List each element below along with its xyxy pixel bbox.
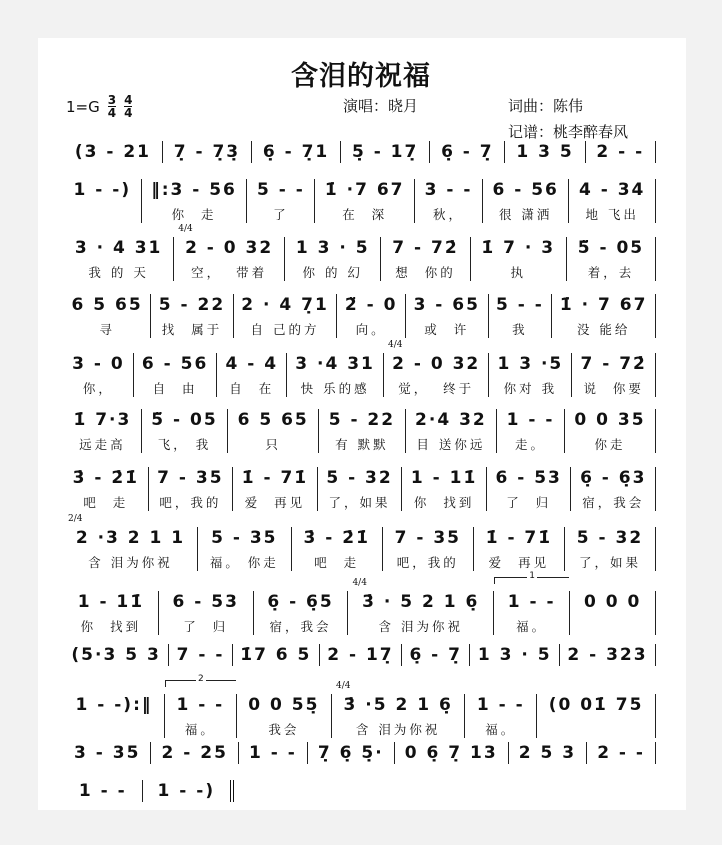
measure (198, 527, 292, 571)
measure-notes: 1 - - (176, 695, 225, 715)
measure (489, 294, 553, 338)
measure-notes: 1̇ ·7 67 (324, 180, 405, 200)
measure-lyrics: 你对 我 (503, 381, 558, 396)
measure (465, 694, 537, 738)
score-line (64, 742, 656, 764)
measure-lyrics: 含 泪为你祝 (355, 722, 441, 737)
measure (567, 237, 656, 281)
measure-lyrics: 自 己的方 (250, 322, 320, 337)
measure-lyrics: 没 能给 (576, 322, 631, 337)
measure-lyrics: 吧 走 (83, 495, 129, 510)
measure (470, 644, 560, 666)
measure (64, 780, 143, 802)
measure-notes: (0 01̇ 75 (548, 695, 644, 715)
measure-notes: 5 - 32 (576, 528, 644, 548)
measure-notes: 5̈ - 05 (151, 410, 218, 430)
measure-notes: 1 3 5 (516, 142, 574, 162)
measure-notes: 3̇ ·5 2 1 6̣ (343, 695, 453, 715)
measure (228, 409, 319, 453)
measure-notes: 5 - 22 (328, 410, 396, 430)
measure-lyrics: 我会 (268, 722, 300, 737)
measure-notes: 2·4 32 (415, 410, 487, 430)
score-line (64, 179, 656, 223)
score-line (64, 294, 656, 338)
score-line (64, 514, 656, 571)
measure-notes: 2 - 0 32 (392, 354, 481, 374)
measure (64, 644, 169, 666)
measure-notes: 1 - - (476, 695, 525, 715)
measure (174, 224, 285, 281)
measure-notes: 1̇ - 71̇ (241, 468, 309, 488)
measure-lyrics: 含 泪为你祝 (378, 619, 463, 634)
measure-notes: 7 - 35 (394, 528, 461, 548)
measure-notes: 7 - 72̇ (580, 354, 647, 374)
measure (505, 141, 585, 163)
measure (142, 179, 248, 223)
measure-notes: 1 3 ·5 (497, 354, 564, 374)
measure (320, 644, 402, 666)
measure (64, 742, 151, 764)
measure-notes: 1 - - (506, 410, 555, 430)
measure (143, 780, 234, 802)
score-line (64, 644, 656, 666)
measure-notes: 2̈ - 0 (344, 295, 398, 315)
measure-notes: (5·3 5 3 (71, 645, 161, 665)
measure-notes: 1̇7 6 5 (240, 645, 312, 665)
measure (319, 409, 405, 453)
measure (64, 694, 165, 738)
score-line (64, 224, 656, 281)
measure-notes: 3 ·4 31 (295, 354, 375, 374)
measure (252, 141, 341, 163)
measure (487, 467, 572, 511)
score-line (64, 141, 656, 163)
measure-lyrics: 宿，我会 (269, 619, 332, 634)
measure-notes: 5 - - (257, 180, 305, 200)
ts-top: 3 (107, 93, 117, 107)
measure-lyrics: 吧 走 (314, 555, 360, 570)
measure (247, 179, 315, 223)
measure-notes: 0 0 35 (574, 410, 646, 430)
measure-lyrics: 或 许 (424, 322, 470, 337)
measure-lyrics: 吧，我的 (159, 495, 222, 510)
measure-notes: 6̣ - 7̣ (441, 142, 494, 162)
measure (337, 294, 406, 338)
measure-notes: 1 - - (78, 781, 127, 801)
measure-notes: 3̇ - 2̇1̇ (303, 528, 370, 548)
measure-notes: 1̇ 7 · 3 (481, 238, 556, 258)
measure-notes: 2 - - (597, 743, 645, 763)
measure-lyrics: 寻 (99, 322, 115, 337)
measure (149, 467, 234, 511)
measure-notes: ‖:3 - 56 (151, 180, 237, 200)
time-signature-change: 4/4 (178, 224, 193, 234)
time-signature-3-4 (108, 94, 116, 119)
measure (64, 409, 142, 453)
measure (234, 294, 338, 338)
measure-lyrics: 了 (273, 207, 289, 222)
measure-notes: 4 - 34 (579, 180, 646, 200)
measure-lyrics: 自 由 (152, 381, 198, 396)
measure-notes: 2 · 4 7̣1 (241, 295, 329, 315)
score-line (64, 340, 656, 397)
measure (134, 353, 218, 397)
measure-notes: 2 5 3 (518, 743, 577, 763)
measure-lyrics: 执 (510, 265, 526, 280)
measure-lyrics: 空， 带着 (191, 265, 268, 280)
measure (292, 527, 383, 571)
measure (237, 694, 332, 738)
measure-notes: 6 - 56 (141, 354, 209, 374)
measure-lyrics: 我 的 天 (88, 265, 149, 280)
measure (318, 467, 403, 511)
time-signature-change: 4/4 (388, 340, 403, 350)
measure (233, 644, 320, 666)
measure (537, 694, 656, 738)
measure-notes: 6̣ - 6̣5 (267, 592, 334, 612)
measure (430, 141, 505, 163)
volta-bracket (494, 571, 569, 584)
measure (569, 179, 656, 223)
measure (471, 237, 567, 281)
measure (315, 179, 415, 223)
measure-lyrics: 福。 你走 (209, 555, 279, 570)
score-line (64, 467, 656, 511)
measure-notes: 1 - 11̇ (77, 592, 145, 612)
measure (384, 340, 489, 397)
measure-notes: 0 0 0 (583, 592, 642, 612)
measure-notes: 3̇ · 5 2 1 6̣ (362, 592, 480, 612)
measure-notes: 1 3 · 5 (295, 238, 370, 258)
measure-lyrics: 秋， (433, 207, 465, 222)
measure-lyrics: 了，如果 (578, 555, 641, 570)
measure (560, 644, 656, 666)
measure-notes: 5 - 22 (158, 295, 226, 315)
measure-notes: 6 - 56 (492, 180, 559, 200)
score-line (64, 674, 656, 738)
measure-notes: 3̇ - 2̇1̇ (72, 468, 139, 488)
measure-lyrics: 福。 (516, 619, 548, 634)
measure-notes: 7 - 35 (157, 468, 224, 488)
volta-number: 1 (529, 571, 536, 581)
measure-notes: 1 - -) (73, 180, 132, 200)
measure-lyrics: 你走 (594, 437, 626, 452)
measure-lyrics: 找 属于 (161, 322, 223, 337)
measure-notes: 0 6̣ 7̣ 13 (404, 743, 498, 763)
measure (151, 742, 238, 764)
measure-lyrics: 爱 再见 (488, 555, 550, 570)
measure-lyrics: 宿，我会 (582, 495, 645, 510)
key-signature (66, 94, 132, 119)
measure (64, 514, 198, 571)
measure-lyrics: 快 乐的感 (300, 381, 370, 396)
measure-lyrics: 着，去 (587, 265, 635, 280)
measure-lyrics: 只 (265, 437, 281, 452)
measure-lyrics: 有 默默 (335, 437, 389, 452)
measure-lyrics: 我 (512, 322, 528, 337)
measure (497, 409, 565, 453)
measure (565, 409, 656, 453)
measure (552, 294, 656, 338)
measure (64, 591, 159, 635)
measure (348, 578, 494, 635)
measure-lyrics: 福。 (184, 722, 216, 737)
measure-notes: 5 - 35 (211, 528, 278, 548)
key-label: 1=G (66, 97, 100, 116)
measure-lyrics: 很 潇洒 (498, 207, 553, 222)
measure (254, 591, 349, 635)
time-signature-change: 2/4 (68, 514, 83, 524)
measure (308, 742, 395, 764)
measure (169, 644, 233, 666)
measure (415, 179, 483, 223)
measure-notes: 1 - -) (157, 781, 216, 801)
ts-top: 4 (124, 93, 133, 107)
measure (586, 141, 657, 163)
measure-lyrics: 远走高 (79, 437, 126, 452)
measure-notes: 2 - - (596, 142, 645, 162)
measure (383, 527, 474, 571)
measure-notes: 1 - -):‖ (75, 695, 153, 715)
measure-notes: 5 - - (496, 295, 544, 315)
measure (165, 674, 237, 738)
measure (474, 527, 565, 571)
measure-lyrics: 自 在 (229, 381, 275, 396)
measure-notes: 3 - 35 (74, 743, 141, 763)
measure-notes: 2 - 25 (161, 743, 228, 763)
composer-credit: 词曲：陈伟 (508, 97, 584, 115)
time-signature-change: 4/4 (335, 681, 351, 691)
score-line (64, 780, 234, 802)
volta-bracket (165, 674, 236, 687)
measure (64, 353, 134, 397)
measure-notes: 7̣ - 7̣3̣ (173, 142, 241, 162)
measure (64, 179, 142, 223)
measure (239, 742, 308, 764)
measure (509, 742, 587, 764)
measure-notes: 1̇ · 7 67 (559, 295, 648, 315)
measure (483, 179, 570, 223)
measure-notes: 5̣ - 17̣ (351, 142, 419, 162)
measure (151, 294, 233, 338)
measure (64, 237, 174, 281)
measure-notes: 7̣ 6̣ 5̣· (317, 743, 384, 763)
measure-notes: 6̣ - 7̣1 (262, 142, 330, 162)
measure-lyrics: 想 你的 (395, 265, 456, 280)
measure-lyrics: 你 的 幻 (302, 265, 363, 280)
measure (285, 237, 381, 281)
measure-notes: 1 - - (507, 592, 556, 612)
measure-lyrics: 福。 (485, 722, 517, 737)
measure (64, 294, 151, 338)
measure (332, 681, 465, 738)
measure-lyrics: 目 送你远 (416, 437, 486, 452)
measure-notes: (3 - 21 (74, 142, 152, 162)
measure-notes: 7 - 72̇ (392, 238, 459, 258)
measure (217, 353, 287, 397)
measure-notes: 3 - 0 (72, 354, 125, 374)
measure-lyrics: 说 你要 (583, 381, 644, 396)
measure (64, 141, 163, 163)
measure-notes: 5 - 32 (326, 468, 393, 488)
measure-lyrics: 觉， 终于 (398, 381, 475, 396)
measure (381, 237, 470, 281)
measure-notes: 3 - 65 (413, 295, 480, 315)
measure-lyrics: 飞， 我 (157, 437, 212, 452)
measure-lyrics: 你 找到 (80, 619, 142, 634)
song-title: 含泪的祝福 (291, 61, 431, 92)
transcriber-credit: 记谱：桃李醉春风 (508, 123, 629, 141)
measure-notes: 1 - - (249, 743, 297, 763)
measure (287, 353, 384, 397)
measure-lyrics: 了 归 (506, 495, 552, 510)
measure-lyrics: 走。 (515, 437, 547, 452)
measure-notes: 4 - 4 (225, 354, 279, 374)
measure (406, 409, 498, 453)
measure (163, 141, 252, 163)
time-signature-change: 4/4 (352, 578, 367, 588)
measure (587, 742, 656, 764)
measure (233, 467, 318, 511)
measure (64, 467, 149, 511)
measure-notes: 1̇ - 71̇ (485, 528, 553, 548)
measure-lyrics: 地 飞出 (585, 207, 639, 222)
score-line (64, 571, 656, 635)
measure-notes: 6̣ - 7̣ (409, 645, 462, 665)
measure (570, 591, 656, 635)
measure-lyrics: 向。 (355, 322, 387, 337)
measure (489, 353, 572, 397)
measure-notes: 5̈ - 05 (577, 238, 645, 258)
measure (341, 141, 430, 163)
measure-lyrics: 你 找到 (413, 495, 475, 510)
ts-bottom: 4 (124, 106, 133, 120)
measure (402, 467, 487, 511)
measure-lyrics: 含 泪为你祝 (88, 555, 173, 570)
measure (571, 467, 656, 511)
measure (159, 591, 254, 635)
measure (572, 353, 656, 397)
measure-lyrics: 你 走 (171, 207, 217, 222)
ts-bottom: 4 (107, 106, 117, 120)
measure-notes: 2 - 323 (567, 645, 648, 665)
measure-notes: 6 5 65 (237, 410, 309, 430)
score-line (64, 409, 656, 453)
measure-lyrics: 你， (82, 381, 114, 396)
measure-notes: 1̇ 7·3 (73, 410, 132, 430)
measure-lyrics: 在 深 (342, 207, 388, 222)
measure (565, 527, 656, 571)
measure-notes: 6̣ - 6̣3 (580, 468, 647, 488)
time-signature-4-4 (124, 94, 132, 119)
measure-lyrics: 了，如果 (328, 495, 391, 510)
measure-lyrics: 吧，我的 (396, 555, 459, 570)
measure-notes: 6 - 53 (495, 468, 562, 488)
singer-credit: 演唱：晓月 (343, 97, 419, 115)
measure-notes: 3 - - (424, 180, 473, 200)
measure-notes: 2 - 17̣ (327, 645, 394, 665)
measure-lyrics: 爱 再见 (244, 495, 306, 510)
measure (142, 409, 228, 453)
volta-number: 2 (197, 674, 204, 684)
measure-notes: 2 - 0 32 (185, 238, 274, 258)
measure-notes: 3 · 4 31 (74, 238, 163, 258)
measure (402, 644, 470, 666)
measure-notes: 1 3 · 5 (477, 645, 552, 665)
measure (395, 742, 509, 764)
measure-notes: 7 - - (176, 645, 225, 665)
measure (406, 294, 488, 338)
measure-notes: 0 0 55̣ (248, 695, 320, 715)
measure-notes: 2 ·3 2 1 1 (75, 528, 186, 548)
measure (494, 571, 570, 635)
measure-notes: 6 - 53 (172, 592, 239, 612)
measure-notes: 1 - 11̇ (410, 468, 478, 488)
measure-lyrics: 了 归 (183, 619, 229, 634)
measure-notes: 6 5 65 (71, 295, 143, 315)
